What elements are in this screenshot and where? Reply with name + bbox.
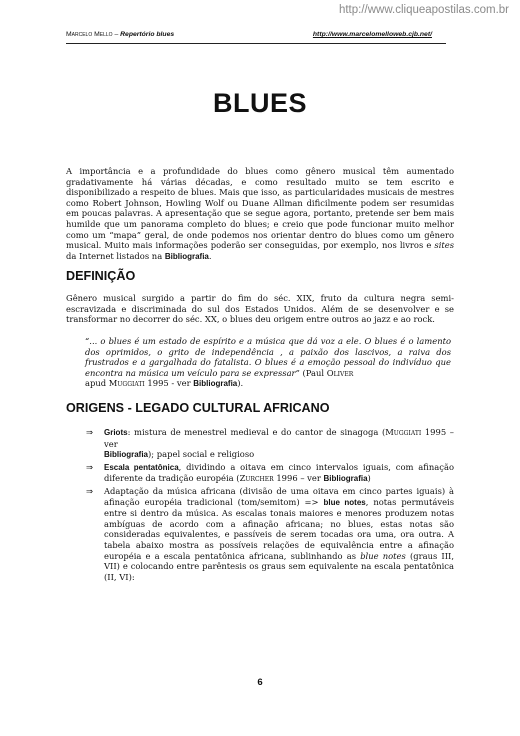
escala-zurcher: Zurcher — [239, 473, 274, 484]
griots-end: ); papel social e religioso — [148, 449, 255, 460]
escala-bibliography-ref: Bibliografia — [323, 474, 368, 484]
arrow-bullet-icon: ⇒ — [86, 461, 94, 472]
quote-apud: apud — [85, 378, 109, 389]
quote-end: ). — [237, 378, 244, 389]
intro-text-1: A importância e a profundidade do blues como gênero musical têm aumentado gradativamente há várias décadas, e como resultado muito se tem escrito e disponibilizado a respeito de blues. Mais que isso, as particularidades musicais de mestres como Robert Johnson, Howling Wolf ou Duane Allman dificilmente podem ser resumidas em poucas palavras. A apresentação que se segue agora, portanto, pretende ser bem mais humilde que um panorama completo do blues; e creio que pode funcionar muito melhor como um “mapa” geral, de onde podemos nos orientar dentro do blues como um gênero musical. Muito mais informações poderão ser conseguidas, por exemplo, nos livros e — [66, 166, 454, 251]
adaptacao-text-3: (graus III, VII) e colocando entre parêntesis os graus sem equivalente na escala pentatônica (II, VI): — [104, 550, 455, 582]
arrow-bullet-icon: ⇒ — [86, 485, 94, 496]
header-left — [66, 31, 174, 38]
page-number: 6 — [257, 677, 263, 688]
escala-year: 1996 – ver — [273, 473, 324, 484]
intro-text-2: da Internet listados na — [66, 250, 165, 261]
griots-term: Griots — [104, 428, 128, 437]
adaptacao-blue-notes: blue notes — [323, 497, 366, 507]
quote-muggiati: Muggiati — [108, 378, 145, 389]
origens-list — [86, 427, 455, 583]
intro-paragraph — [66, 166, 454, 262]
header-doc-title: Repertório blues — [120, 31, 175, 38]
list-item-griots — [86, 427, 454, 461]
header-author: Marcelo Mello — [66, 31, 113, 38]
intro-end: . — [208, 250, 212, 261]
arrow-bullet-icon: ⇒ — [86, 427, 94, 437]
adaptacao-blue-notes-italic: blue notes — [360, 550, 406, 561]
quote-text: “... o blues é um estado de espírito e a música que dá voz a ele. O blues é o lamento dos oprimidos, o grito de independência , a paixão dos lascivos, a raiva dos frustrados e a gargalhada do fatalista. O blues é a emoção pessoal do indivíduo que encontra na música um veículo para se expressar” — [85, 336, 451, 378]
intro-sites: sites — [434, 240, 454, 251]
page-title: BLUES — [212, 88, 307, 118]
definicao-paragraph: Gênero musical surgido a partir do fim do séc. XIX, fruto da cultura negra semi-escravizada e discriminada do sul dos Estados Unidos. Além de se desenvolver e se transformar no decorrer do séc. XX, o blues deu origem entre outros ao jazz e ao rock. — [66, 293, 454, 325]
list-item-adaptacao — [86, 485, 455, 582]
list-item-escala — [86, 461, 455, 485]
definicao-quote — [85, 336, 451, 390]
quote-bibliography-ref: Bibliografia — [193, 379, 238, 389]
escala-end: ) — [367, 473, 371, 484]
page-header — [66, 31, 446, 44]
quote-year: 1995 - ver — [144, 378, 194, 389]
griots-text: : mistura de menestrel medieval e do cantor de sinagoga ( — [127, 427, 386, 437]
griots-bibliography-ref: Bibliografia — [104, 450, 149, 460]
header-url-link[interactable]: http://www.marcelomelloweb.cjb.net/ — [312, 31, 432, 38]
intro-bibliography-ref: Bibliografia — [164, 251, 209, 261]
escala-term: Escala pentatônica — [104, 462, 179, 472]
adaptacao-text-2: , notas permutáveis entre si dentro da música. As escalas tonais maiores e menores produzem notas ambíguas de acordo com a afinação africana; no blues, estas notas são consideradas equivalentes, e passíveis de serem tocadas ora uma, ora outra. A tabela abaixo mostra as possíveis relações de equivalência entre a afinação européia e a escala pentatônica africana, sublinhando as — [104, 496, 455, 561]
griots-muggiati: Muggiati — [385, 427, 422, 437]
quote-src-open: (Paul — [299, 367, 327, 378]
header-separator: – — [112, 31, 121, 38]
adaptacao-text-1: Adaptação da música africana (divisão de uma oitava em cinco partes iguais) à afinação européia tradicional (tom/semitom) => — [104, 485, 454, 507]
griots-year: 1995 – ver — [104, 427, 454, 449]
escala-text: , dividindo a oitava em cinco intervalos iguais, com afinação diferente da tradição européia ( — [104, 461, 455, 484]
watermark-url[interactable]: http://www.cliqueapostilas.com.br — [338, 4, 509, 16]
section-heading-origens: ORIGENS - LEGADO CULTURAL AFRICANO — [66, 401, 330, 415]
section-heading-definicao: DEFINIÇÃO — [66, 269, 136, 283]
quote-author: Oliver — [326, 367, 354, 378]
